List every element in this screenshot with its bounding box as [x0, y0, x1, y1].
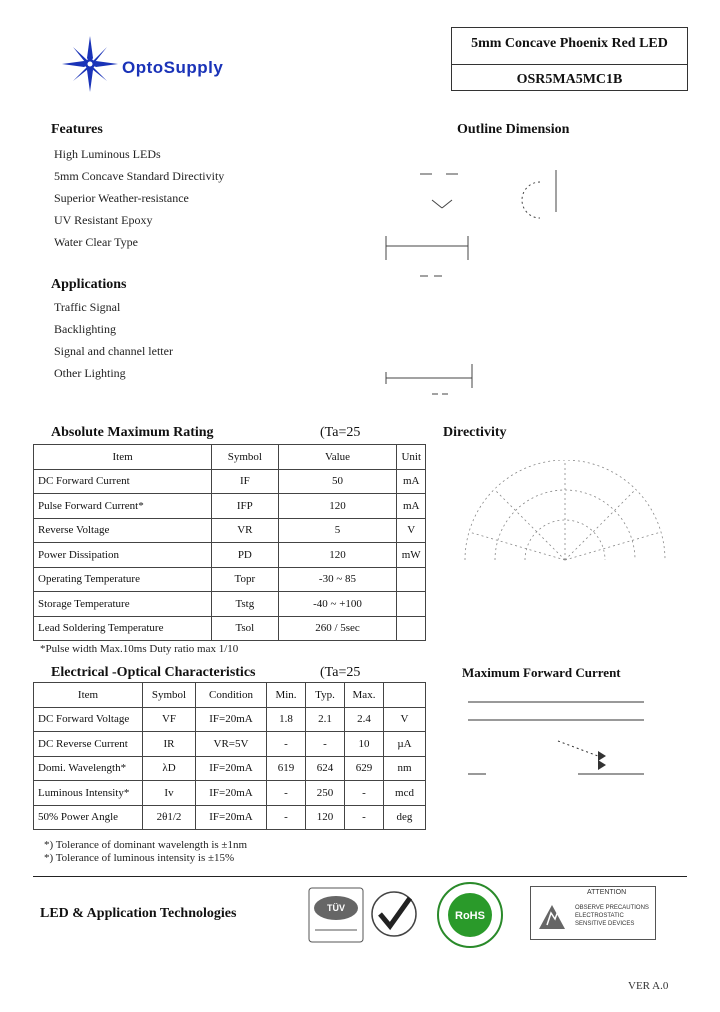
cell-condition: IF=20mA	[196, 707, 267, 732]
cell-value: 260 / 5sec	[278, 616, 397, 641]
column-header: Symbol	[212, 445, 278, 470]
cell-min: -	[267, 781, 306, 806]
column-header: Symbol	[143, 683, 196, 708]
cell-value: -30 ~ 85	[278, 567, 397, 592]
rohs-compliant-icon	[432, 880, 508, 950]
max-forward-graph	[468, 696, 648, 786]
directivity-heading: Directivity	[443, 425, 507, 440]
attention-line: ELECTROSTATIC	[575, 913, 624, 919]
checkmark-certification-icon	[368, 884, 420, 942]
svg-text:TÜV: TÜV	[327, 903, 345, 913]
abs-max-heading: Absolute Maximum Rating	[51, 425, 214, 440]
cell-symbol: IR	[143, 732, 196, 757]
table-row	[34, 469, 426, 494]
star-logo-icon	[60, 34, 124, 94]
cell-unit: µA	[384, 732, 426, 757]
cell-item: Domi. Wavelength*	[34, 756, 143, 781]
cell-value: 120	[278, 543, 397, 568]
outline-drawing	[380, 160, 580, 400]
column-header	[384, 683, 426, 708]
cell-condition: IF=20mA	[196, 756, 267, 781]
feature-item: High Luminous LEDs	[54, 147, 161, 161]
cell-symbol: IF	[212, 469, 278, 494]
application-item: Backlighting	[54, 322, 116, 336]
rohs-label: RoHS	[455, 910, 485, 922]
cell-item: Pulse Forward Current*	[34, 494, 212, 519]
cell-symbol: PD	[212, 543, 278, 568]
cell-value: 120	[278, 494, 397, 519]
cell-unit: deg	[384, 805, 426, 830]
cell-unit: mA	[397, 469, 426, 494]
electrical-heading: Electrical -Optical Characteristics	[51, 665, 256, 680]
feature-item: UV Resistant Epoxy	[54, 213, 153, 227]
cell-typ: 2.1	[306, 707, 345, 732]
cell-symbol: Iv	[143, 781, 196, 806]
directivity-polar-diagram	[455, 460, 675, 570]
cell-typ: 624	[306, 756, 345, 781]
table-header-row	[34, 683, 426, 708]
cell-unit	[397, 616, 426, 641]
column-header: Typ.	[306, 683, 345, 708]
table-row	[34, 781, 426, 806]
cell-max: 10	[345, 732, 384, 757]
cell-condition: IF=20mA	[196, 781, 267, 806]
cell-symbol: Tsol	[212, 616, 278, 641]
abs-max-table	[33, 444, 426, 641]
cell-item: Storage Temperature	[34, 592, 212, 617]
cell-unit: mcd	[384, 781, 426, 806]
cell-item: DC Forward Current	[34, 469, 212, 494]
company-name: LED & Application Technologies	[40, 906, 237, 921]
cell-unit: nm	[384, 756, 426, 781]
cell-condition: VR=5V	[196, 732, 267, 757]
table-row	[34, 592, 426, 617]
electrical-note: *) Tolerance of luminous intensity is ±15%	[44, 852, 235, 864]
cell-unit: mA	[397, 494, 426, 519]
attention-line: SENSITIVE DEVICES	[575, 921, 635, 927]
cell-item: 50% Power Angle	[34, 805, 143, 830]
cell-typ: 250	[306, 781, 345, 806]
attention-title: ATTENTION	[587, 889, 627, 896]
cell-symbol: IFP	[212, 494, 278, 519]
column-header: Condition	[196, 683, 267, 708]
applications-heading: Applications	[51, 277, 127, 292]
feature-item: 5mm Concave Standard Directivity	[54, 169, 225, 183]
cell-min: 1.8	[267, 707, 306, 732]
product-title-box	[451, 27, 688, 91]
cell-value: -40 ~ +100	[278, 592, 397, 617]
feature-item: Superior Weather-resistance	[54, 191, 189, 205]
cell-value: 50	[278, 469, 397, 494]
column-header: Item	[34, 683, 143, 708]
column-header: Value	[278, 445, 397, 470]
table-row	[34, 732, 426, 757]
table-header-row	[34, 445, 426, 470]
table-row	[34, 543, 426, 568]
column-header: Item	[34, 445, 212, 470]
electrical-table	[33, 682, 426, 830]
cell-symbol: VR	[212, 518, 278, 543]
abs-max-condition: (Ta=25	[320, 425, 361, 440]
footer-divider	[33, 876, 687, 877]
tuv-certification-icon	[305, 884, 367, 946]
column-header: Min.	[267, 683, 306, 708]
application-item: Signal and channel letter	[54, 344, 173, 358]
abs-max-note: *Pulse width Max.10ms Duty ratio max 1/10	[40, 643, 239, 655]
electrical-condition: (Ta=25	[320, 665, 361, 680]
cell-unit: mW	[397, 543, 426, 568]
application-item: Traffic Signal	[54, 300, 121, 314]
cell-max: -	[345, 781, 384, 806]
cell-min: -	[267, 732, 306, 757]
cell-unit	[397, 567, 426, 592]
esd-attention-badge	[530, 886, 656, 940]
cell-unit: V	[397, 518, 426, 543]
application-item: Other Lighting	[54, 366, 126, 380]
product-title: 5mm Concave Phoenix Red LED	[471, 36, 668, 51]
table-row	[34, 494, 426, 519]
cell-item: Luminous Intensity*	[34, 781, 143, 806]
cell-max: -	[345, 805, 384, 830]
cell-item: Operating Temperature	[34, 567, 212, 592]
cell-value: 5	[278, 518, 397, 543]
table-row	[34, 707, 426, 732]
column-header: Max.	[345, 683, 384, 708]
max-forward-heading: Maximum Forward Current	[462, 665, 621, 680]
table-row	[34, 518, 426, 543]
cell-item: Lead Soldering Temperature	[34, 616, 212, 641]
brand-logo	[60, 34, 280, 94]
feature-item: Water Clear Type	[54, 235, 138, 249]
table-row	[34, 567, 426, 592]
cell-symbol: λD	[143, 756, 196, 781]
table-row	[34, 805, 426, 830]
cell-unit: V	[384, 707, 426, 732]
cell-max: 629	[345, 756, 384, 781]
esd-warning-icon	[537, 903, 567, 931]
cell-item: DC Forward Voltage	[34, 707, 143, 732]
features-heading: Features	[51, 122, 103, 137]
part-number: OSR5MA5MC1B	[516, 72, 623, 87]
cell-symbol: 2θ1/2	[143, 805, 196, 830]
cell-condition: IF=20mA	[196, 805, 267, 830]
table-row	[34, 756, 426, 781]
cell-typ: 120	[306, 805, 345, 830]
cell-max: 2.4	[345, 707, 384, 732]
cell-symbol: Tstg	[212, 592, 278, 617]
cell-typ: -	[306, 732, 345, 757]
brand-name: OptoSupply	[122, 58, 224, 77]
electrical-note: *) Tolerance of dominant wavelength is ±1nm	[44, 839, 248, 851]
cell-item: DC Reverse Current	[34, 732, 143, 757]
cell-min: 619	[267, 756, 306, 781]
outline-heading: Outline Dimension	[457, 122, 570, 137]
table-row	[34, 616, 426, 641]
column-header: Unit	[397, 445, 426, 470]
attention-line: OBSERVE PRECAUTIONS	[575, 905, 649, 911]
cell-item: Power Dissipation	[34, 543, 212, 568]
cell-unit	[397, 592, 426, 617]
cell-min: -	[267, 805, 306, 830]
cell-symbol: VF	[143, 707, 196, 732]
version-label: VER A.0	[628, 980, 669, 992]
cell-symbol: Topr	[212, 567, 278, 592]
cell-item: Reverse Voltage	[34, 518, 212, 543]
